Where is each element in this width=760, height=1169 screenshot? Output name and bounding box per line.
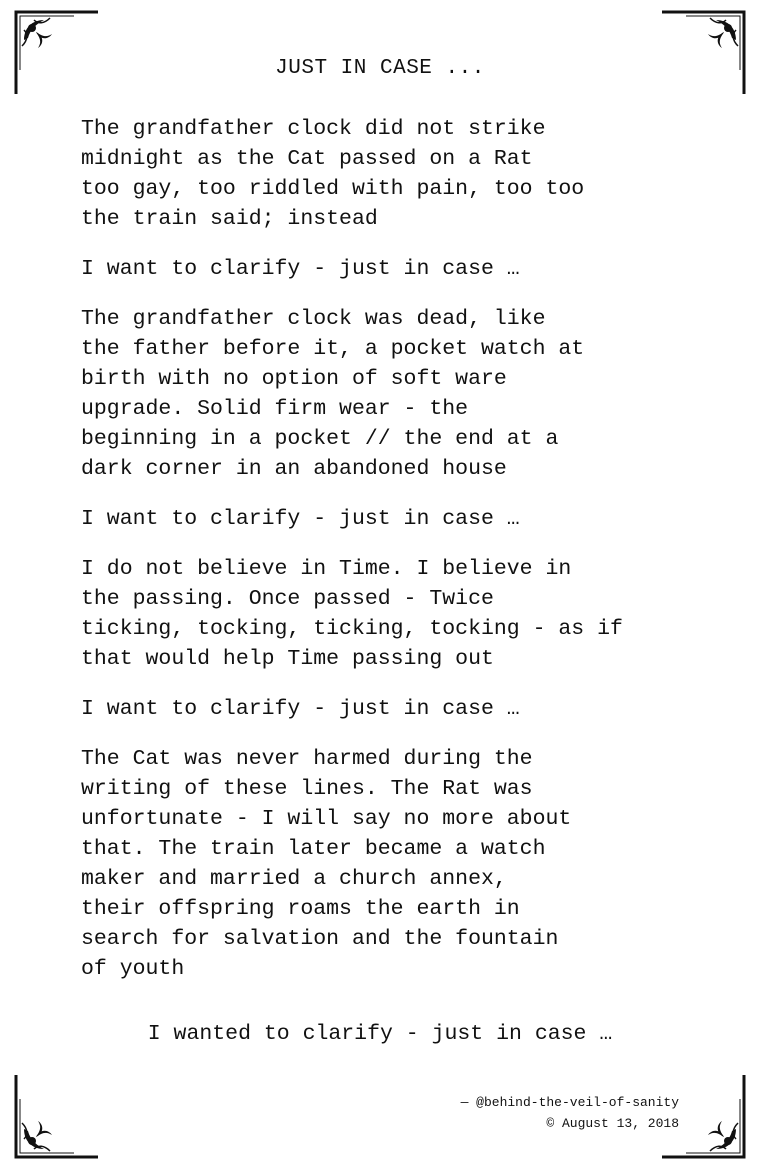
poem-title: JUST IN CASE ... <box>275 57 485 80</box>
stanza-2: The grandfather clock was dead, like the father before it, a pocket watch at birth with no option of soft ware upgrade. Solid firm wear - the beginning in a pocket // the end at a dark corner in an abandoned house <box>81 307 585 481</box>
stanza-1: The grandfather clock did not strike midnight as the Cat passed on a Rat too gay, too riddled with pain, too too the train said; instead <box>81 117 585 231</box>
poem-body <box>81 114 701 1004</box>
ornament-corner-top-left-icon <box>14 10 100 96</box>
copyright-date: © August 13, 2018 <box>546 1116 679 1131</box>
refrain-1: I want to clarify - just in case … <box>81 257 520 281</box>
closing-line: I wanted to clarify - just in case … <box>147 1022 613 1046</box>
refrain-2: I want to clarify - just in case … <box>81 507 520 531</box>
signature-block <box>461 1092 679 1134</box>
ornament-corner-top-right-icon <box>660 10 746 96</box>
stanza-3: I do not believe in Time. I believe in the passing. Once passed - Twice ticking, tocking, ticking, tocking - as if that would help Time passing out <box>81 557 623 671</box>
refrain-3: I want to clarify - just in case … <box>81 697 520 721</box>
stanza-4: The Cat was never harmed during the writing of these lines. The Rat was unfortunate - I will say no more about that. The train later became a watch maker and married a church annex, their offspring roams the earth in search for salvation and the fountain of youth <box>81 747 572 981</box>
ornament-corner-bottom-left-icon <box>14 1073 100 1159</box>
author-credit: — @behind-the-veil-of-sanity <box>460 1095 679 1110</box>
